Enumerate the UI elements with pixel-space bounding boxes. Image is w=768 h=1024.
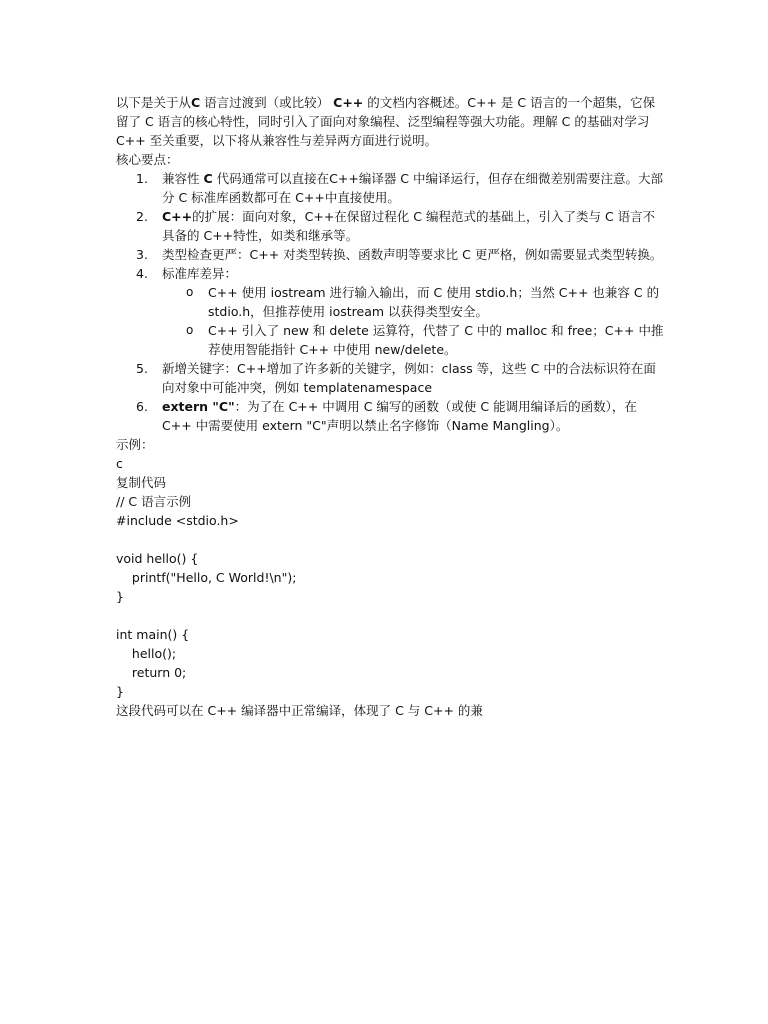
intro-cpp-bold: C++ <box>333 95 364 110</box>
list-text: 类型检查更严：C++ 对类型转换、函数声明等要求比 C 更严格，例如需要显式类型转换。 <box>162 247 663 262</box>
example-heading: 示例： <box>116 437 154 452</box>
list-item <box>116 207 664 245</box>
list-inner-bold: C <box>203 171 213 186</box>
code-line <box>116 530 664 549</box>
bullet-icon: o <box>186 323 194 337</box>
code-line: // C 语言示例 <box>116 494 192 509</box>
code-language: c <box>116 456 123 471</box>
list-number: 5. <box>136 361 148 376</box>
intro-mid: 语言过渡到（或比较） <box>200 95 334 110</box>
list-item <box>116 397 664 435</box>
list-text: 新增关键字：C++增加了许多新的关键字，例如：class 等，这些 C 中的合法标识符在面向对象中可能冲突，例如 templatenamespace <box>162 361 656 395</box>
list-number: 2. <box>136 209 148 224</box>
list-text: 代码通常可以直接在C++编译器 C 中编译运行，但存在细微差别需要注意。大部分 C 标准库函数都可在 C++中直接使用。 <box>162 171 663 205</box>
list-number: 1. <box>136 171 148 186</box>
list-item <box>116 359 664 397</box>
intro-c-bold: C <box>191 95 201 110</box>
intro-rest: 的文档内容概述。C++ 是 C 语言的一个超集，它保留了 C 语言的核心特性，同时引入了面向对象编程、泛型编程等强大功能。理解 C 的基础对学习 C++ 至关重要，以下将从兼容性与差异两方面进行说明。 <box>116 95 656 148</box>
list-text-pre: 兼容性 <box>162 171 204 186</box>
list-text: 标准库差异： <box>162 266 238 281</box>
code-line <box>116 606 664 625</box>
code-line: void hello() { <box>116 551 199 566</box>
code-line: hello(); <box>116 646 177 661</box>
section-heading: 核心要点： <box>116 152 179 167</box>
list-number: 6. <box>136 399 148 414</box>
list-bold: C++ <box>162 209 193 224</box>
sub-list-text: C++ 使用 iostream 进行输入输出，而 C 使用 stdio.h；当然 C++ 也兼容 C 的 stdio.h，但推荐使用 iostream 以获得类型安全。 <box>208 285 660 319</box>
bullet-icon: o <box>186 285 194 299</box>
document-body <box>116 93 664 720</box>
code-block <box>116 492 664 701</box>
list-item <box>116 264 664 283</box>
sub-list-text: C++ 引入了 new 和 delete 运算符，代替了 C 中的 malloc 和 free；C++ 中推荐使用智能指针 C++ 中使用 new/delete。 <box>208 323 664 357</box>
code-line: } <box>116 684 124 699</box>
list-item <box>116 245 664 264</box>
list-number: 3. <box>136 247 148 262</box>
list-number: 4. <box>136 266 148 281</box>
code-line: int main() { <box>116 627 190 642</box>
intro-lead: 以下是关于从 <box>116 95 192 110</box>
sub-list-item <box>116 321 664 359</box>
list-text: 的扩展：面向对象，C++在保留过程化 C 编程范式的基础上，引入了类与 C 语言不具备的 C++特性，如类和继承等。 <box>162 209 656 243</box>
code-line: return 0; <box>116 665 187 680</box>
list-bold: extern "C" <box>162 399 235 414</box>
copy-code-button[interactable]: 复制代码 <box>116 475 167 490</box>
code-line: printf("Hello, C World!\n"); <box>116 570 297 585</box>
list-item <box>116 169 664 207</box>
footer-text: 这段代码可以在 C++ 编译器中正常编译，体现了 C 与 C++ 的兼 <box>116 703 483 718</box>
code-line: #include <stdio.h> <box>116 513 239 528</box>
sub-list-item <box>116 283 664 321</box>
list-text: ：为了在 C++ 中调用 C 编写的函数（或使 C 能调用编译后的函数），在 C++ 中需要使用 extern "C"声明以禁止名字修饰（Name Mangling）。 <box>162 399 637 433</box>
code-line: } <box>116 589 124 604</box>
intro-paragraph <box>116 93 664 150</box>
